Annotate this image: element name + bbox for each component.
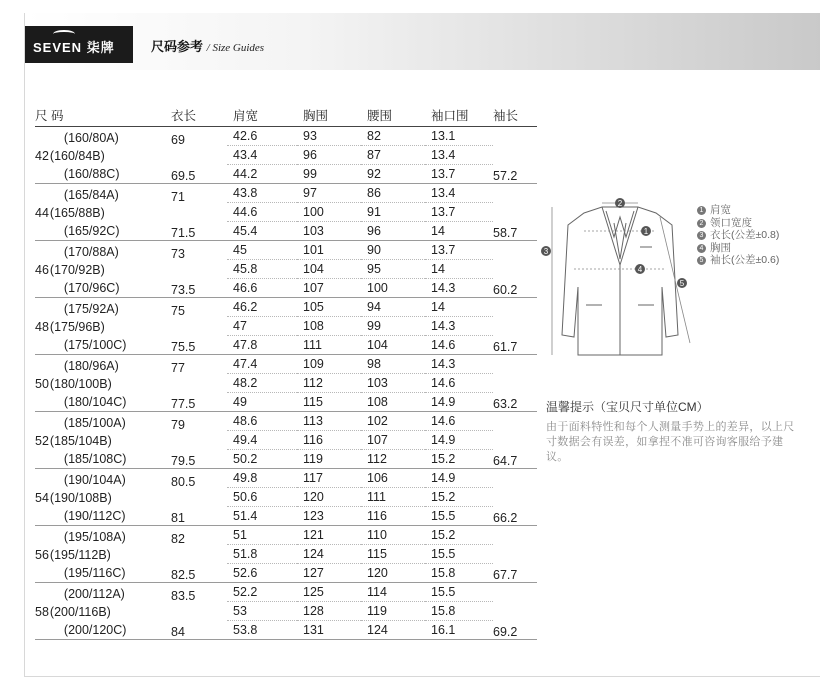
col-header-waist: 腰围 bbox=[361, 104, 425, 127]
chest-value: 104 bbox=[297, 260, 361, 279]
size-table bbox=[35, 104, 537, 640]
cuff-value: 13.7 bbox=[425, 165, 493, 184]
sleeve-value: 60.2 bbox=[493, 241, 537, 298]
chest-value: 101 bbox=[297, 241, 361, 260]
shoulder-value: 48.2 bbox=[227, 374, 297, 393]
cuff-value: 15.2 bbox=[425, 450, 493, 469]
jacket-diagram bbox=[540, 195, 700, 370]
cuff-value: 14.9 bbox=[425, 393, 493, 412]
cuff-value: 14.6 bbox=[425, 374, 493, 393]
shoulder-value: 52.6 bbox=[227, 564, 297, 583]
length-value: 80.5 bbox=[171, 475, 196, 489]
number-3-icon: 3 bbox=[697, 231, 706, 240]
size-spec: (190/104A) bbox=[63, 473, 126, 487]
size-spec: (190/108B) bbox=[49, 491, 112, 505]
cuff-value: 14 bbox=[425, 222, 493, 241]
size-number: 46 bbox=[35, 263, 49, 277]
size-specs bbox=[50, 414, 127, 468]
chest-value: 128 bbox=[297, 602, 361, 621]
col-header-shoulder: 肩宽 bbox=[227, 104, 297, 127]
size-number: 56 bbox=[35, 548, 49, 562]
waist-value: 110 bbox=[361, 526, 425, 545]
legend-label: 胸围 bbox=[710, 241, 731, 254]
chest-value: 115 bbox=[297, 393, 361, 412]
chest-value: 93 bbox=[297, 127, 361, 146]
shoulder-value: 52.2 bbox=[227, 583, 297, 602]
size-spec: (180/96A) bbox=[63, 359, 119, 373]
size-cell bbox=[35, 241, 171, 298]
tip-body: 由于面料特性和每个人测量手势上的差异，以上尺寸数据会有误差，如拿捏不准可咨询客服给予建议。 bbox=[546, 421, 795, 463]
length-value: 73.5 bbox=[171, 283, 196, 297]
shoulder-value: 47.8 bbox=[227, 336, 297, 355]
size-specs bbox=[50, 528, 126, 582]
size-number: 54 bbox=[35, 491, 49, 505]
shoulder-value: 45.4 bbox=[227, 222, 297, 241]
size-spec: (165/88B) bbox=[49, 206, 105, 220]
size-number: 58 bbox=[35, 605, 49, 619]
cuff-value: 14.6 bbox=[425, 412, 493, 431]
shoulder-value: 49.4 bbox=[227, 431, 297, 450]
size-spec: (185/100A) bbox=[63, 416, 126, 430]
chest-value: 109 bbox=[297, 355, 361, 374]
size-spec: (195/108A) bbox=[63, 530, 126, 544]
shoulder-value: 46.6 bbox=[227, 279, 297, 298]
chest-value: 123 bbox=[297, 507, 361, 526]
title-cn: 尺码参考 bbox=[151, 39, 204, 54]
length-value: 82 bbox=[171, 532, 185, 546]
chest-value: 100 bbox=[297, 203, 361, 222]
size-spec: (165/84A) bbox=[63, 188, 119, 202]
shoulder-value: 50.2 bbox=[227, 450, 297, 469]
shoulder-value: 43.8 bbox=[227, 184, 297, 203]
length-value: 73 bbox=[171, 247, 185, 261]
cuff-value: 15.2 bbox=[425, 526, 493, 545]
waist-value: 95 bbox=[361, 260, 425, 279]
size-spec: (160/88C) bbox=[63, 167, 120, 181]
chest-value: 96 bbox=[297, 146, 361, 165]
table-row bbox=[35, 412, 537, 431]
shoulder-value: 53 bbox=[227, 602, 297, 621]
length-value: 71.5 bbox=[171, 226, 196, 240]
marker-1-label: 1 bbox=[643, 227, 649, 236]
size-spec: (170/96C) bbox=[63, 281, 120, 295]
length-value: 77.5 bbox=[171, 397, 196, 411]
length-value: 79.5 bbox=[171, 454, 196, 468]
length-cell bbox=[171, 583, 227, 640]
header-bar bbox=[25, 13, 820, 70]
waist-value: 114 bbox=[361, 583, 425, 602]
size-spec: (160/84B) bbox=[49, 149, 105, 163]
cuff-value: 15.5 bbox=[425, 583, 493, 602]
waist-value: 96 bbox=[361, 222, 425, 241]
legend-item bbox=[697, 204, 779, 217]
shoulder-value: 42.6 bbox=[227, 127, 297, 146]
size-spec: (200/112A) bbox=[63, 587, 125, 601]
shoulder-value: 44.2 bbox=[227, 165, 297, 184]
size-cell bbox=[35, 184, 171, 241]
chest-value: 127 bbox=[297, 564, 361, 583]
shoulder-value: 45 bbox=[227, 241, 297, 260]
length-value: 83.5 bbox=[171, 589, 196, 603]
chest-value: 119 bbox=[297, 450, 361, 469]
size-cell bbox=[35, 412, 171, 469]
size-spec: (200/120C) bbox=[63, 623, 127, 637]
sleeve-value: 67.7 bbox=[493, 526, 537, 583]
table-row bbox=[35, 469, 537, 488]
size-spec: (185/108C) bbox=[63, 452, 127, 466]
size-specs bbox=[50, 243, 120, 297]
legend-item bbox=[697, 242, 779, 255]
chest-value: 107 bbox=[297, 279, 361, 298]
chest-value: 120 bbox=[297, 488, 361, 507]
shoulder-value: 47 bbox=[227, 317, 297, 336]
cuff-value: 15.8 bbox=[425, 564, 493, 583]
chest-value: 108 bbox=[297, 317, 361, 336]
chest-value: 124 bbox=[297, 545, 361, 564]
size-cell bbox=[35, 127, 171, 184]
diagram-legend bbox=[697, 204, 779, 267]
col-header-cuff: 袖口围 bbox=[425, 104, 493, 127]
size-spec: (165/92C) bbox=[63, 224, 120, 238]
number-1-icon: 1 bbox=[697, 206, 706, 215]
legend-item bbox=[697, 229, 779, 242]
size-cell bbox=[35, 583, 171, 640]
shoulder-value: 48.6 bbox=[227, 412, 297, 431]
length-cell bbox=[171, 127, 227, 184]
chest-value: 121 bbox=[297, 526, 361, 545]
table-row bbox=[35, 298, 537, 317]
cuff-value: 16.1 bbox=[425, 621, 493, 640]
shoulder-value: 47.4 bbox=[227, 355, 297, 374]
length-cell bbox=[171, 469, 227, 526]
cuff-value: 13.7 bbox=[425, 203, 493, 222]
legend-label: 袖长(公差±0.6) bbox=[710, 254, 780, 266]
size-spec: (175/92A) bbox=[63, 302, 119, 316]
col-header-chest: 胸围 bbox=[297, 104, 361, 127]
marker-5-label: 5 bbox=[679, 279, 685, 288]
length-value: 84 bbox=[171, 625, 185, 639]
table-row bbox=[35, 526, 537, 545]
chest-value: 111 bbox=[297, 336, 361, 355]
cuff-value: 13.4 bbox=[425, 146, 493, 165]
cuff-value: 15.2 bbox=[425, 488, 493, 507]
waist-value: 100 bbox=[361, 279, 425, 298]
waist-value: 92 bbox=[361, 165, 425, 184]
waist-value: 106 bbox=[361, 469, 425, 488]
chest-value: 116 bbox=[297, 431, 361, 450]
cuff-value: 13.1 bbox=[425, 127, 493, 146]
cuff-value: 14 bbox=[425, 298, 493, 317]
cuff-value: 14.3 bbox=[425, 317, 493, 336]
waist-value: 111 bbox=[361, 488, 425, 507]
title-en: / Size Guides bbox=[206, 42, 265, 54]
length-value: 69 bbox=[171, 133, 185, 147]
size-spec: (180/104C) bbox=[63, 395, 127, 409]
size-cell bbox=[35, 298, 171, 355]
cuff-value: 13.7 bbox=[425, 241, 493, 260]
chest-value: 113 bbox=[297, 412, 361, 431]
waist-value: 99 bbox=[361, 317, 425, 336]
waist-value: 90 bbox=[361, 241, 425, 260]
waist-value: 107 bbox=[361, 431, 425, 450]
table-row bbox=[35, 184, 537, 203]
number-2-icon: 2 bbox=[697, 219, 706, 228]
length-value: 77 bbox=[171, 361, 185, 375]
waist-value: 119 bbox=[361, 602, 425, 621]
size-specs bbox=[50, 357, 127, 411]
chest-value: 99 bbox=[297, 165, 361, 184]
marker-2-label: 2 bbox=[617, 199, 623, 208]
cuff-value: 14.9 bbox=[425, 431, 493, 450]
marker-3-label: 3 bbox=[543, 247, 549, 256]
size-number: 42 bbox=[35, 149, 49, 163]
chest-value: 97 bbox=[297, 184, 361, 203]
length-value: 71 bbox=[171, 190, 185, 204]
cuff-value: 14.3 bbox=[425, 279, 493, 298]
length-value: 79 bbox=[171, 418, 185, 432]
waist-value: 91 bbox=[361, 203, 425, 222]
cuff-value: 15.5 bbox=[425, 545, 493, 564]
cuff-value: 14.6 bbox=[425, 336, 493, 355]
size-number: 44 bbox=[35, 206, 49, 220]
size-cell bbox=[35, 526, 171, 583]
chest-value: 112 bbox=[297, 374, 361, 393]
length-cell bbox=[171, 241, 227, 298]
size-specs bbox=[50, 471, 126, 525]
cuff-value: 13.4 bbox=[425, 184, 493, 203]
jacket-tie bbox=[614, 223, 626, 259]
marker-4-label: 4 bbox=[637, 265, 643, 274]
shoulder-value: 43.4 bbox=[227, 146, 297, 165]
length-value: 75.5 bbox=[171, 340, 196, 354]
length-cell bbox=[171, 184, 227, 241]
size-spec: (195/116C) bbox=[63, 566, 126, 580]
col-header-length: 衣长 bbox=[171, 104, 227, 127]
cuff-value: 15.5 bbox=[425, 507, 493, 526]
sleeve-value: 57.2 bbox=[493, 127, 537, 184]
sleeve-value: 63.2 bbox=[493, 355, 537, 412]
size-spec: (160/80A) bbox=[63, 131, 119, 145]
waist-value: 124 bbox=[361, 621, 425, 640]
shoulder-value: 51 bbox=[227, 526, 297, 545]
table-row bbox=[35, 355, 537, 374]
waist-value: 82 bbox=[361, 127, 425, 146]
sleeve-value: 58.7 bbox=[493, 184, 537, 241]
size-spec: (170/88A) bbox=[63, 245, 119, 259]
size-spec: (200/116B) bbox=[49, 605, 111, 619]
length-value: 81 bbox=[171, 511, 185, 525]
waist-value: 86 bbox=[361, 184, 425, 203]
waist-value: 120 bbox=[361, 564, 425, 583]
page-title bbox=[151, 36, 264, 55]
shoulder-value: 50.6 bbox=[227, 488, 297, 507]
legend-label: 衣长(公差±0.8) bbox=[710, 229, 780, 241]
chest-value: 103 bbox=[297, 222, 361, 241]
size-number: 50 bbox=[35, 377, 49, 391]
table-row bbox=[35, 241, 537, 260]
waist-value: 94 bbox=[361, 298, 425, 317]
waist-value: 98 bbox=[361, 355, 425, 374]
shoulder-value: 51.4 bbox=[227, 507, 297, 526]
length-value: 75 bbox=[171, 304, 185, 318]
waist-value: 115 bbox=[361, 545, 425, 564]
chest-value: 117 bbox=[297, 469, 361, 488]
table-header-row bbox=[35, 104, 537, 127]
waist-value: 87 bbox=[361, 146, 425, 165]
size-spec: (185/104B) bbox=[49, 434, 112, 448]
cuff-value: 14.9 bbox=[425, 469, 493, 488]
length-cell bbox=[171, 412, 227, 469]
length-cell bbox=[171, 526, 227, 583]
number-5-icon: 5 bbox=[697, 256, 706, 265]
length-cell bbox=[171, 355, 227, 412]
table-row bbox=[35, 127, 537, 146]
brand-name: SEVEN bbox=[33, 40, 83, 55]
shoulder-value: 46.2 bbox=[227, 298, 297, 317]
brand-name-cn: 柒牌 bbox=[86, 40, 115, 55]
shoulder-value: 44.6 bbox=[227, 203, 297, 222]
chest-value: 105 bbox=[297, 298, 361, 317]
waist-value: 104 bbox=[361, 336, 425, 355]
size-specs bbox=[50, 129, 120, 183]
col-header-sleeve: 袖长 bbox=[493, 104, 537, 127]
size-specs bbox=[50, 585, 127, 639]
waist-value: 102 bbox=[361, 412, 425, 431]
size-specs bbox=[50, 300, 127, 354]
shoulder-value: 49 bbox=[227, 393, 297, 412]
number-4-icon: 4 bbox=[697, 244, 706, 253]
shoulder-value: 53.8 bbox=[227, 621, 297, 640]
cuff-value: 15.8 bbox=[425, 602, 493, 621]
sleeve-value: 66.2 bbox=[493, 469, 537, 526]
waist-value: 103 bbox=[361, 374, 425, 393]
sleeve-value: 69.2 bbox=[493, 583, 537, 640]
size-spec: (170/92B) bbox=[49, 263, 105, 277]
cuff-value: 14.3 bbox=[425, 355, 493, 374]
length-value: 69.5 bbox=[171, 169, 196, 183]
legend-item bbox=[697, 217, 779, 230]
shoulder-value: 45.8 bbox=[227, 260, 297, 279]
size-spec: (175/96B) bbox=[49, 320, 105, 334]
size-spec: (190/112C) bbox=[63, 509, 126, 523]
col-header-size: 尺 码 bbox=[35, 104, 171, 127]
sleeve-value: 61.7 bbox=[493, 298, 537, 355]
legend-label: 肩宽 bbox=[710, 204, 731, 216]
brand-logo bbox=[25, 26, 133, 63]
size-number: 48 bbox=[35, 320, 49, 334]
chest-value: 125 bbox=[297, 583, 361, 602]
size-specs bbox=[50, 186, 120, 240]
length-value: 82.5 bbox=[171, 568, 196, 582]
size-number: 52 bbox=[35, 434, 49, 448]
size-spec: (180/100B) bbox=[49, 377, 112, 391]
legend-label: 领口宽度 bbox=[710, 216, 752, 229]
legend-item bbox=[697, 254, 779, 267]
waist-value: 112 bbox=[361, 450, 425, 469]
cuff-value: 14 bbox=[425, 260, 493, 279]
size-cell bbox=[35, 469, 171, 526]
length-cell bbox=[171, 298, 227, 355]
sleeve-value: 64.7 bbox=[493, 412, 537, 469]
size-spec: (175/100C) bbox=[63, 338, 127, 352]
size-cell bbox=[35, 355, 171, 412]
shoulder-value: 49.8 bbox=[227, 469, 297, 488]
tip-title: 温馨提示（宝贝尺寸单位CM） bbox=[546, 400, 709, 414]
waist-value: 116 bbox=[361, 507, 425, 526]
shoulder-value: 51.8 bbox=[227, 545, 297, 564]
waist-value: 108 bbox=[361, 393, 425, 412]
size-spec: (195/112B) bbox=[49, 548, 111, 562]
table-row bbox=[35, 583, 537, 602]
chest-value: 131 bbox=[297, 621, 361, 640]
